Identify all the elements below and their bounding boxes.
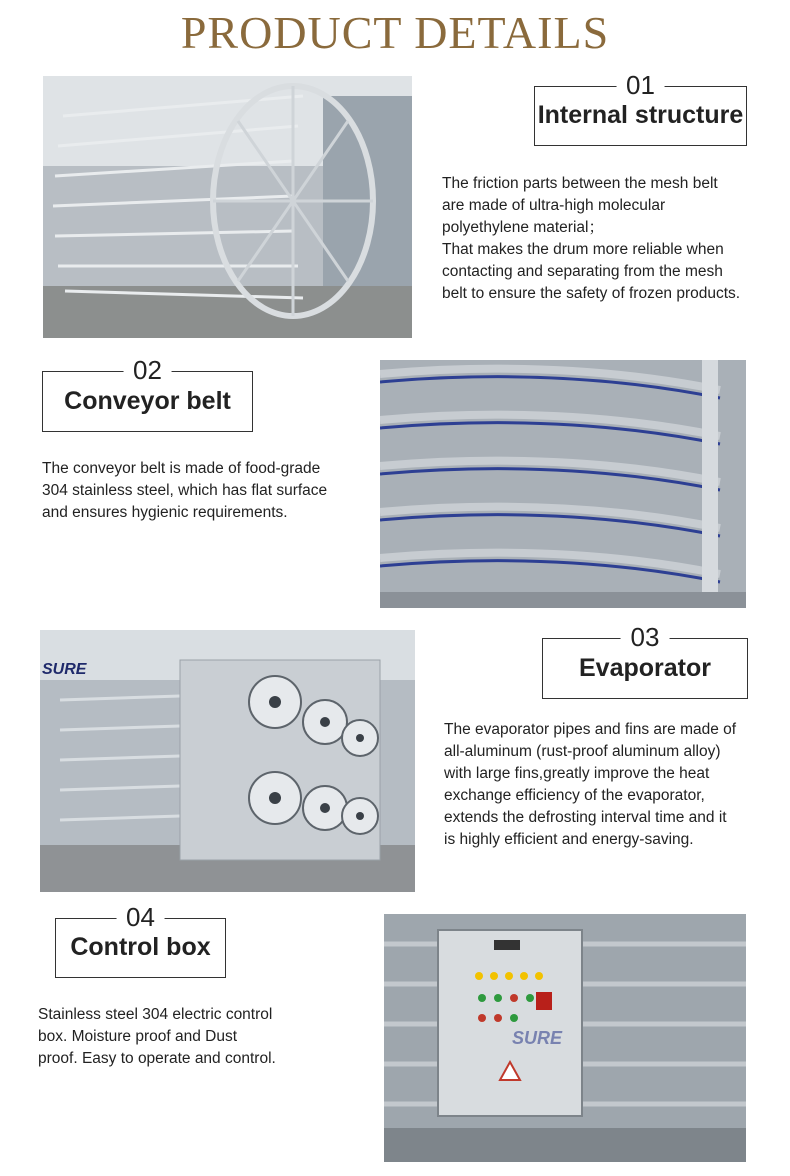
watermark-text: SURE — [512, 1028, 563, 1048]
watermark-text: SURE — [42, 661, 87, 678]
section-02-label — [42, 355, 253, 432]
section-04-label — [55, 902, 226, 978]
section-01-number: 01 — [616, 69, 665, 101]
section-01-heading: Internal structure — [537, 101, 744, 129]
section-03-line: all-aluminum (rust-proof aluminum alloy) — [444, 743, 721, 760]
section-04-heading: Control box — [70, 933, 211, 961]
section-03-label — [542, 622, 748, 699]
section-01-line: That makes the drum more reliable when — [442, 241, 724, 258]
section-03-description — [444, 719, 774, 851]
section-01-label — [534, 70, 747, 146]
section-04-line: Stainless steel 304 electric control — [38, 1006, 273, 1023]
section-03-line: extends the defrosting interval time and it — [444, 809, 727, 826]
section-04-line: proof. Easy to operate and control. — [38, 1050, 276, 1067]
section-03-line: exchange efficiency of the evaporator, — [444, 787, 705, 804]
conveyor-belt-photo — [380, 360, 746, 608]
section-04-number: 04 — [116, 901, 165, 933]
internal-structure-photo — [43, 76, 412, 338]
section-02-line: and ensures hygienic requirements. — [42, 504, 288, 521]
section-01-line: are made of ultra-high molecular — [442, 197, 666, 214]
section-03-line: is highly efficient and energy-saving. — [444, 831, 694, 848]
section-02-line: The conveyor belt is made of food-grade — [42, 460, 321, 477]
section-02-heading: Conveyor belt — [64, 387, 231, 415]
section-01-line: polyethylene material； — [442, 219, 604, 236]
section-02-number: 02 — [123, 354, 172, 386]
section-02-line: 304 stainless steel, which has flat surface — [42, 482, 328, 499]
section-03-line: with large fins,greatly improve the heat — [444, 765, 710, 782]
evaporator-photo — [40, 630, 415, 892]
section-01-line: contacting and separating from the mesh — [442, 263, 723, 280]
section-01-description — [442, 173, 772, 305]
section-03-heading: Evaporator — [579, 654, 711, 682]
page-title: PRODUCT DETAILS — [180, 7, 610, 58]
section-04-description — [38, 1004, 358, 1070]
section-04-line: box. Moisture proof and Dust — [38, 1028, 238, 1045]
section-01-line: belt to ensure the safety of frozen products. — [442, 285, 741, 302]
section-03-line: The evaporator pipes and fins are made of — [444, 721, 737, 738]
section-03-number: 03 — [621, 621, 670, 653]
section-02-description — [42, 458, 362, 524]
section-01-line: The friction parts between the mesh belt — [442, 175, 718, 192]
control-box-photo — [384, 914, 746, 1162]
